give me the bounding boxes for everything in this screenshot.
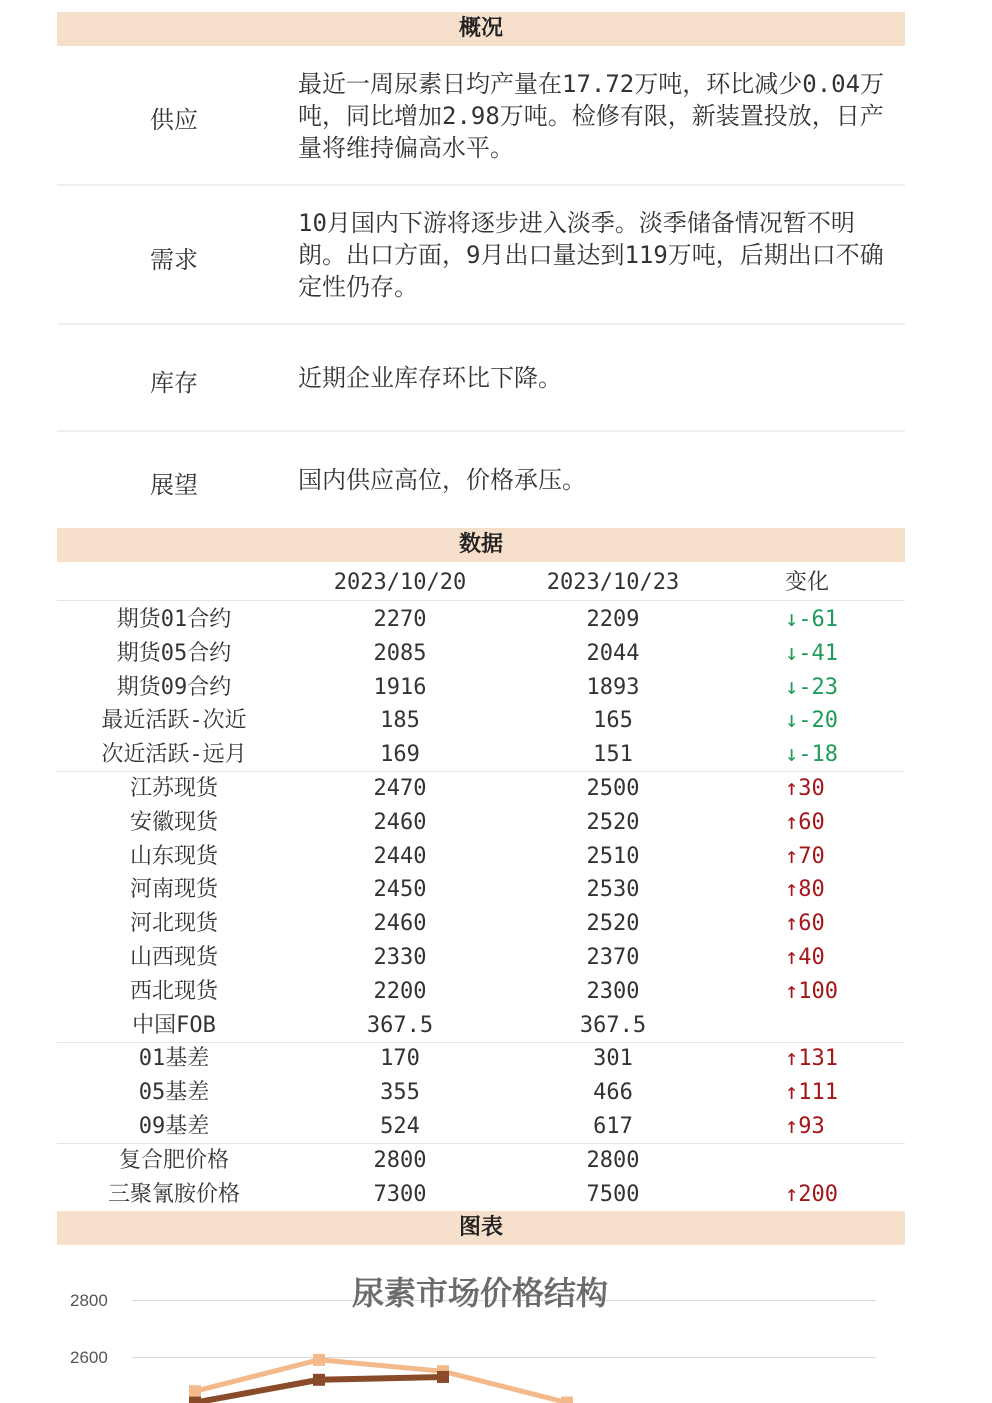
row-value-date1: 169 [380,742,420,767]
data-point [313,1354,325,1366]
data-point [561,1397,573,1403]
row-value-date1: 2440 [373,844,427,869]
row-value-date2: 2530 [586,877,640,902]
row-name: 最近活跃-次近 [101,708,247,733]
data-point [313,1374,325,1386]
chart-header: 图表 [57,1211,905,1245]
row-change: ↑80 [785,877,825,902]
row-value-date1: 2270 [373,607,427,632]
overview-label-supply: 供应 [150,106,198,134]
data-point [437,1371,449,1383]
series-line [195,1377,443,1403]
row-value-date1: 2450 [373,877,427,902]
row-value-date2: 1893 [586,675,640,700]
overview-text-outlook: 国内供应高位，价格承压。 [298,466,586,494]
data-point [189,1385,201,1397]
row-name: 期货09合约 [116,675,232,700]
row-change: ↑131 [785,1046,838,1071]
table-divider [57,1143,905,1144]
gridline [132,1357,876,1358]
table-divider [57,771,905,772]
row-value-date2: 7500 [586,1182,640,1207]
divider [57,430,905,432]
column-header-date2: 2023/10/23 [546,570,680,595]
row-value-date2: 301 [593,1046,633,1071]
row-value-date1: 2460 [373,911,427,936]
row-value-date1: 2330 [373,945,427,970]
row-value-date1: 185 [380,708,420,733]
row-value-date1: 2470 [373,776,427,801]
row-value-date2: 2800 [586,1148,640,1173]
row-change [730,1009,900,1043]
row-name: 江苏现货 [129,776,218,801]
row-value-date2: 367.5 [579,1013,647,1038]
row-name: 山东现货 [129,844,218,869]
row-change: ↓-23 [785,675,838,700]
row-name: 西北现货 [129,979,218,1004]
row-name: 期货05合约 [116,641,232,666]
row-name: 安徽现货 [129,810,218,835]
row-value-date2: 151 [593,742,633,767]
row-value-date1: 170 [380,1046,420,1071]
row-value-date1: 2085 [373,641,427,666]
row-value-date2: 2044 [586,641,640,666]
row-value-date1: 2200 [373,979,427,1004]
row-value-date1: 7300 [373,1182,427,1207]
row-name: 05基差 [138,1080,210,1105]
column-header-date1: 2023/10/20 [333,570,467,595]
row-change: ↓-18 [785,742,838,767]
divider [57,323,905,325]
table-divider [57,600,905,601]
row-value-date1: 1916 [373,675,427,700]
row-name: 三聚氰胺价格 [107,1182,240,1207]
row-value-date2: 466 [593,1080,633,1105]
row-value-date2: 2520 [586,810,640,835]
row-change: ↓-20 [785,708,838,733]
row-name: 复合肥价格 [118,1148,229,1173]
row-value-date2: 165 [593,708,633,733]
overview-label-demand: 需求 [150,246,198,274]
row-name: 01基差 [138,1046,210,1071]
row-change: ↑200 [785,1182,838,1207]
row-value-date2: 2300 [586,979,640,1004]
row-value-date2: 2520 [586,911,640,936]
row-change: ↑111 [785,1080,838,1105]
row-change: ↑70 [785,844,825,869]
row-name: 河南现货 [129,877,218,902]
row-change: ↑100 [785,979,838,1004]
row-change: ↓-41 [785,641,838,666]
overview-label-inventory: 库存 [150,369,198,397]
row-value-date1: 2460 [373,810,427,835]
data-point [189,1397,201,1403]
y-tick-label: 2600 [70,1348,108,1367]
row-name: 河北现货 [129,911,218,936]
row-value-date1: 524 [380,1114,420,1139]
row-name: 山西现货 [129,945,218,970]
table-divider [57,1042,905,1043]
overview-text-demand: 10月国内下游将逐步进入淡季。淡季储备情况暂不明朗。出口方面，9月出口量达到119万吨，后期出口不确定性仍存。 [298,209,884,301]
row-value-date2: 2500 [586,776,640,801]
row-name: 期货01合约 [116,607,232,632]
row-change: ↑60 [785,810,825,835]
series-line [195,1360,567,1403]
row-value-date2: 2370 [586,945,640,970]
data-header: 数据 [57,528,905,562]
row-value-date1: 367.5 [366,1013,434,1038]
data-point [437,1365,449,1377]
row-value-date1: 355 [380,1080,420,1105]
row-value-date1: 2800 [373,1148,427,1173]
row-name: 09基差 [138,1114,210,1139]
overview-header: 概况 [57,12,905,46]
row-change: ↑93 [785,1114,825,1139]
overview-text-inventory: 近期企业库存环比下降。 [298,364,562,392]
row-change [730,1144,900,1178]
y-tick-label: 2800 [70,1291,108,1310]
row-change: ↓-61 [785,607,838,632]
overview-text-supply: 最近一周尿素日均产量在17.72万吨，环比减少0.04万吨，同比增加2.98万吨。检修有限，新装置投放，日产量将维持偏高水平。 [298,70,885,162]
row-name: 次近活跃-远月 [101,742,247,767]
row-value-date2: 2510 [586,844,640,869]
overview-label-outlook: 展望 [150,471,198,499]
chart-title: 尿素市场价格结构 [351,1274,608,1312]
row-change: ↑40 [785,945,825,970]
column-header-change: 变化 [785,570,830,595]
row-change: ↑60 [785,911,825,936]
row-value-date2: 2209 [586,607,640,632]
row-value-date2: 617 [593,1114,633,1139]
row-change: ↑30 [785,776,825,801]
row-name: 中国FOB [132,1013,216,1038]
divider [57,184,905,186]
